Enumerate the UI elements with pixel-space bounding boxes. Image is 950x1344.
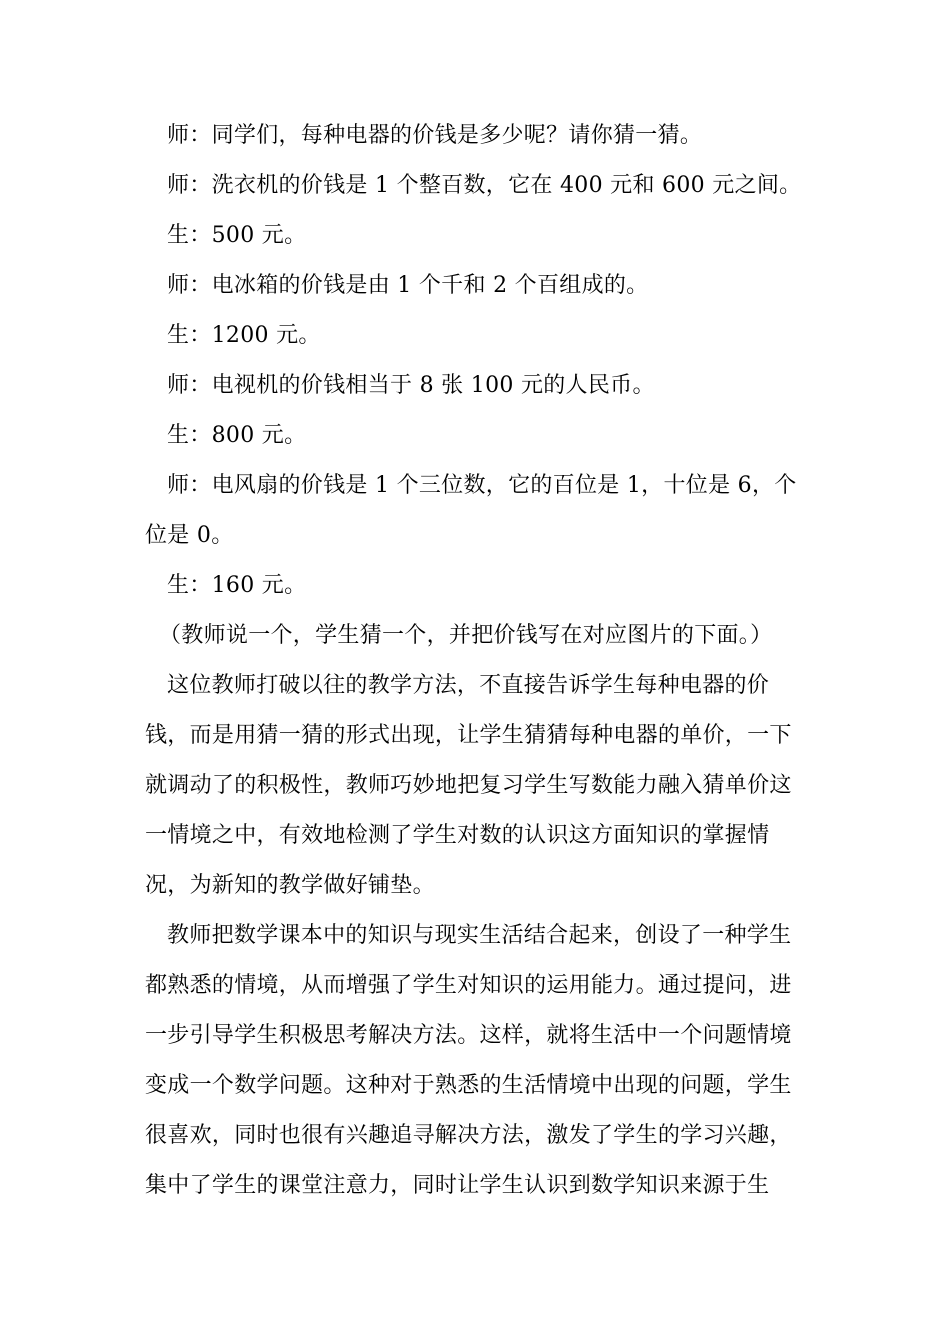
text-line: 变成一个数学问题。这种对于熟悉的生活情境中出现的问题，学生 [145,1073,792,1098]
text-line: 师：洗衣机的价钱是 1 个整百数，它在 400 元和 600 元之间。 [167,173,802,198]
text-line: 都熟悉的情境，从而增强了学生对知识的运用能力。通过提问，进 [145,973,792,998]
text-line: 就调动了的积极性，教师巧妙地把复习学生写数能力融入猜单价这 [145,773,792,798]
text-line: 一情境之中，有效地检测了学生对数的认识这方面知识的掌握情 [145,823,770,848]
text-line: 生：800 元。 [167,423,307,448]
text-line: 很喜欢，同时也很有兴趣追寻解决方法，激发了学生的学习兴趣， [145,1123,792,1148]
text-line: 师：电风扇的价钱是 1 个三位数，它的百位是 1，十位是 6，个 [167,473,797,498]
text-line: 生：500 元。 [167,223,307,248]
text-line: 集中了学生的课堂注意力，同时让学生认识到数学知识来源于生 [145,1173,770,1198]
document-body [145,116,802,1216]
text-line: （教师说一个，学生猜一个，并把价钱写在对应图片的下面。） [159,623,773,648]
text-line: 生：1200 元。 [167,323,321,348]
text-line: 师：同学们，每种电器的价钱是多少呢？请你猜一猜。 [167,123,703,148]
text-line: 这位教师打破以往的教学方法，不直接告诉学生每种电器的价 [167,673,770,698]
text-line: 位是 0。 [145,523,234,548]
text-line: 况，为新知的教学做好铺垫。 [145,873,435,898]
text-line: 教师把数学课本中的知识与现实生活结合起来，创设了一种学生 [167,923,792,948]
text-line: 师：电视机的价钱相当于 8 张 100 元的人民币。 [167,373,655,398]
text-line: 师：电冰箱的价钱是由 1 个千和 2 个百组成的。 [167,273,649,298]
text-line: 生：160 元。 [167,573,307,598]
text-line: 钱，而是用猜一猜的形式出现，让学生猜猜每种电器的单价，一下 [145,723,792,748]
text-line: 一步引导学生积极思考解决方法。这样，就将生活中一个问题情境 [145,1023,792,1048]
